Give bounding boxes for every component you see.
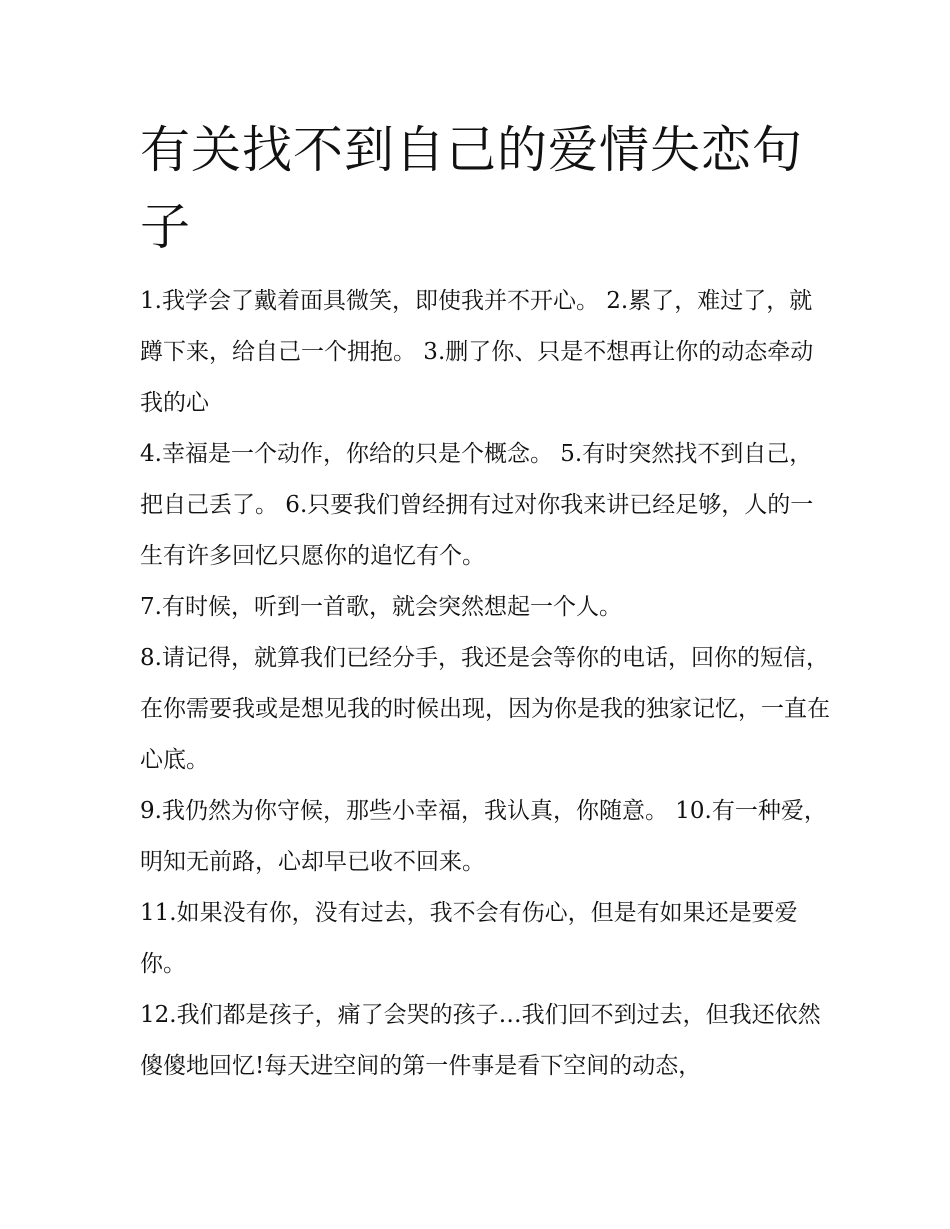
paragraph-2: 4.幸福是一个动作，你给的只是个概念。 5.有时突然找不到自己，把自己丢了。 6.只要我们曾经拥有过对你我来讲已经足够，人的一生有许多回忆只愿你的追忆有个。: [140, 441, 814, 569]
paragraph-6: 11.如果没有你，没有过去，我不会有伤心，但是有如果还是要爱你。: [140, 900, 798, 977]
paragraph-7: 12.我们都是孩子，痛了会哭的孩子…我们回不到过去，但我还依然傻傻地回忆!每天进空间的第一件事是看下空间的动态，: [140, 1002, 821, 1079]
paragraph-4: 8.请记得，就算我们已经分手，我还是会等你的电话，回你的短信，在你需要我或是想见我的时候出现，因为你是我的独家记忆，一直在心底。: [140, 645, 830, 773]
paragraph-3: 7.有时候，听到一首歌，就会突然想起一个人。: [140, 594, 622, 620]
paragraph-1: 1.我学会了戴着面具微笑，即使我并不开心。 2.累了，难过了，就蹲下来，给自己一个拥抱。 3.删了你、只是不想再让你的动态牵动我的心: [140, 288, 814, 416]
document-body: [140, 276, 830, 1092]
document-title: 有关找不到自己的爱情失恋句子: [140, 121, 803, 256]
paragraph-5: 9.我仍然为你守候，那些小幸福，我认真，你随意。 10.有一种爱，明知无前路，心却早已收不回来。: [140, 798, 827, 875]
